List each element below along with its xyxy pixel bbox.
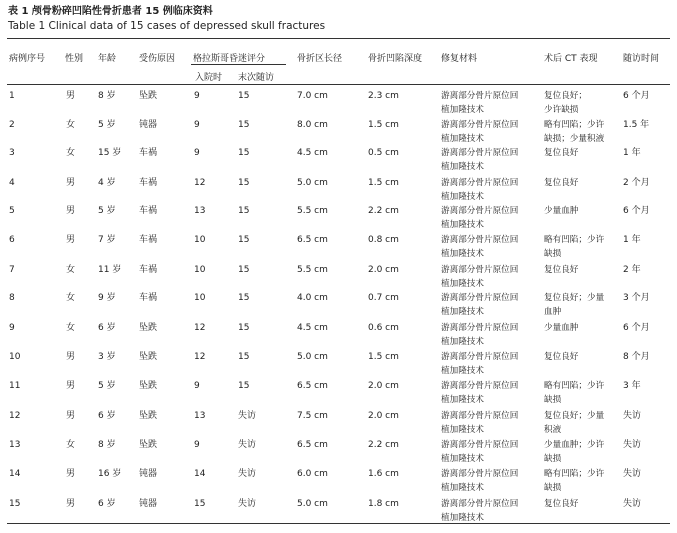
table-title-english: Table 1 Clinical data of 15 cases of depressed skull fractures xyxy=(8,20,326,32)
cell-repair-material-line: 植加隆技术 xyxy=(441,483,484,493)
cell-depression-depth: 2.0 cm xyxy=(368,381,399,391)
cell-fracture-length: 8.0 cm xyxy=(297,120,328,130)
cell-age: 3 岁 xyxy=(98,352,116,362)
cell-case-number: 2 xyxy=(9,120,15,130)
cell-followup-time: 3 年 xyxy=(623,381,641,391)
cell-case-number: 8 xyxy=(9,293,15,303)
cell-repair-material-line: 植加隆技术 xyxy=(441,105,484,115)
cell-followup-time: 失访 xyxy=(623,411,642,421)
cell-age: 4 岁 xyxy=(98,178,116,188)
cell-postop-ct-line: 复位良好；少量 xyxy=(544,411,605,421)
cell-fracture-length: 6.5 cm xyxy=(297,440,328,450)
cell-age: 11 岁 xyxy=(98,265,122,275)
cell-postop-ct-line: 少量血肿 xyxy=(544,323,579,333)
header-rule xyxy=(7,84,670,85)
cell-postop-ct-line: 复位良好 xyxy=(544,178,579,188)
cell-gcs-admission: 12 xyxy=(194,323,206,333)
cell-gcs-last-followup: 15 xyxy=(238,352,250,362)
cell-repair-material-line: 游离部分骨片原位回 xyxy=(441,323,519,333)
cell-age: 15 岁 xyxy=(98,148,122,158)
cell-depression-depth: 0.6 cm xyxy=(368,323,399,333)
cell-depression-depth: 1.8 cm xyxy=(368,499,399,509)
cell-gcs-admission: 9 xyxy=(194,381,200,391)
cell-gcs-admission: 13 xyxy=(194,206,206,216)
cell-postop-ct-line: 少许缺损 xyxy=(544,105,579,115)
cell-sex: 男 xyxy=(66,352,76,362)
cell-repair-material-line: 游离部分骨片原位回 xyxy=(441,381,519,391)
bottom-rule xyxy=(7,523,670,524)
cell-postop-ct-line: 少量血肿 xyxy=(544,206,579,216)
header-fracture-length: 骨折区长径 xyxy=(297,54,343,64)
cell-repair-material-line: 游离部分骨片原位回 xyxy=(441,440,519,450)
header-case-number: 病例序号 xyxy=(9,54,46,64)
cell-gcs-last-followup: 15 xyxy=(238,293,250,303)
cell-injury-cause: 车祸 xyxy=(139,178,158,188)
cell-sex: 男 xyxy=(66,235,76,245)
cell-gcs-last-followup: 15 xyxy=(238,323,250,333)
cell-fracture-length: 7.0 cm xyxy=(297,91,328,101)
cell-followup-time: 6 个月 xyxy=(623,206,650,216)
cell-repair-material-line: 植加隆技术 xyxy=(441,366,484,376)
cell-fracture-length: 5.5 cm xyxy=(297,206,328,216)
cell-case-number: 14 xyxy=(9,469,21,479)
header-followup-time: 随访时间 xyxy=(623,54,660,64)
cell-repair-material-line: 植加隆技术 xyxy=(441,337,484,347)
header-injury-cause: 受伤原因 xyxy=(139,54,176,64)
header-postop-ct: 术后 CT 表现 xyxy=(544,54,598,64)
cell-followup-time: 2 年 xyxy=(623,265,641,275)
cell-repair-material-line: 植加隆技术 xyxy=(441,395,484,405)
cell-postop-ct-line: 血肿 xyxy=(544,307,562,317)
cell-postop-ct-line: 缺损；少量积液 xyxy=(544,134,605,144)
cell-repair-material-line: 游离部分骨片原位回 xyxy=(441,235,519,245)
cell-postop-ct-line: 缺损 xyxy=(544,483,562,493)
cell-injury-cause: 钝器 xyxy=(139,499,158,509)
cell-gcs-admission: 12 xyxy=(194,352,206,362)
cell-age: 5 岁 xyxy=(98,206,116,216)
cell-repair-material-line: 植加隆技术 xyxy=(441,425,484,435)
cell-depression-depth: 1.5 cm xyxy=(368,178,399,188)
cell-injury-cause: 坠跌 xyxy=(139,323,158,333)
cell-fracture-length: 7.5 cm xyxy=(297,411,328,421)
cell-sex: 男 xyxy=(66,91,76,101)
cell-sex: 女 xyxy=(66,293,76,303)
cell-gcs-last-followup: 15 xyxy=(238,206,250,216)
cell-depression-depth: 0.5 cm xyxy=(368,148,399,158)
cell-injury-cause: 坠跌 xyxy=(139,91,158,101)
header-depression-depth: 骨折凹陷深度 xyxy=(368,54,423,64)
cell-gcs-admission: 13 xyxy=(194,411,206,421)
gcs-group-rule xyxy=(191,64,286,65)
cell-gcs-last-followup: 15 xyxy=(238,381,250,391)
cell-injury-cause: 坠跌 xyxy=(139,352,158,362)
cell-postop-ct-line: 略有凹陷；少许 xyxy=(544,469,605,479)
cell-repair-material-line: 植加隆技术 xyxy=(441,220,484,230)
cell-injury-cause: 坠跌 xyxy=(139,381,158,391)
cell-gcs-last-followup: 失访 xyxy=(238,469,257,479)
cell-depression-depth: 2.0 cm xyxy=(368,411,399,421)
cell-age: 9 岁 xyxy=(98,293,116,303)
cell-sex: 女 xyxy=(66,148,76,158)
cell-case-number: 4 xyxy=(9,178,15,188)
cell-gcs-admission: 10 xyxy=(194,293,206,303)
cell-sex: 男 xyxy=(66,411,76,421)
cell-gcs-last-followup: 15 xyxy=(238,235,250,245)
cell-gcs-last-followup: 15 xyxy=(238,120,250,130)
cell-sex: 女 xyxy=(66,265,76,275)
cell-sex: 男 xyxy=(66,178,76,188)
cell-case-number: 15 xyxy=(9,499,21,509)
cell-age: 6 岁 xyxy=(98,323,116,333)
cell-depression-depth: 0.7 cm xyxy=(368,293,399,303)
cell-postop-ct-line: 少量血肿；少许 xyxy=(544,440,605,450)
cell-case-number: 10 xyxy=(9,352,21,362)
cell-followup-time: 6 个月 xyxy=(623,91,650,101)
cell-gcs-admission: 9 xyxy=(194,440,200,450)
cell-sex: 男 xyxy=(66,206,76,216)
cell-postop-ct-line: 复位良好 xyxy=(544,499,579,509)
cell-gcs-admission: 9 xyxy=(194,91,200,101)
cell-repair-material-line: 游离部分骨片原位回 xyxy=(441,293,519,303)
cell-gcs-admission: 12 xyxy=(194,178,206,188)
cell-gcs-last-followup: 15 xyxy=(238,178,250,188)
cell-repair-material-line: 植加隆技术 xyxy=(441,192,484,202)
cell-repair-material-line: 植加隆技术 xyxy=(441,307,484,317)
header-gcs-admission: 入院时 xyxy=(195,73,223,83)
cell-age: 6 岁 xyxy=(98,411,116,421)
cell-repair-material-line: 游离部分骨片原位回 xyxy=(441,120,519,130)
cell-repair-material-line: 植加隆技术 xyxy=(441,513,484,523)
cell-injury-cause: 车祸 xyxy=(139,148,158,158)
cell-repair-material-line: 游离部分骨片原位回 xyxy=(441,469,519,479)
header-gcs-last-followup: 末次随访 xyxy=(238,73,275,83)
header-age: 年龄 xyxy=(98,54,117,64)
cell-followup-time: 2 个月 xyxy=(623,178,650,188)
cell-followup-time: 6 个月 xyxy=(623,323,650,333)
cell-followup-time: 1.5 年 xyxy=(623,120,650,130)
cell-case-number: 3 xyxy=(9,148,15,158)
cell-injury-cause: 钝器 xyxy=(139,120,158,130)
cell-fracture-length: 5.0 cm xyxy=(297,352,328,362)
cell-depression-depth: 2.2 cm xyxy=(368,440,399,450)
cell-sex: 男 xyxy=(66,499,76,509)
cell-followup-time: 1 年 xyxy=(623,235,641,245)
cell-fracture-length: 6.5 cm xyxy=(297,235,328,245)
cell-followup-time: 失访 xyxy=(623,440,642,450)
cell-case-number: 5 xyxy=(9,206,15,216)
cell-gcs-last-followup: 失访 xyxy=(238,411,257,421)
cell-fracture-length: 5.0 cm xyxy=(297,178,328,188)
cell-postop-ct-line: 复位良好 xyxy=(544,148,579,158)
cell-age: 5 岁 xyxy=(98,120,116,130)
cell-sex: 男 xyxy=(66,469,76,479)
cell-repair-material-line: 植加隆技术 xyxy=(441,454,484,464)
cell-followup-time: 失访 xyxy=(623,469,642,479)
cell-sex: 女 xyxy=(66,440,76,450)
cell-gcs-admission: 10 xyxy=(194,235,206,245)
cell-gcs-last-followup: 15 xyxy=(238,265,250,275)
cell-postop-ct-line: 复位良好；少量 xyxy=(544,293,605,303)
cell-followup-time: 3 个月 xyxy=(623,293,650,303)
cell-depression-depth: 1.5 cm xyxy=(368,352,399,362)
cell-sex: 女 xyxy=(66,120,76,130)
cell-depression-depth: 1.6 cm xyxy=(368,469,399,479)
cell-repair-material-line: 游离部分骨片原位回 xyxy=(441,265,519,275)
cell-case-number: 9 xyxy=(9,323,15,333)
table-title-chinese: 表 1 颅骨粉碎凹陷性骨折患者 15 例临床资料 xyxy=(8,6,213,17)
cell-postop-ct-line: 积液 xyxy=(544,425,562,435)
top-rule xyxy=(7,38,670,39)
cell-repair-material-line: 植加隆技术 xyxy=(441,279,484,289)
cell-gcs-admission: 15 xyxy=(194,499,206,509)
cell-gcs-last-followup: 失访 xyxy=(238,440,257,450)
cell-case-number: 7 xyxy=(9,265,15,275)
cell-gcs-admission: 9 xyxy=(194,148,200,158)
cell-age: 16 岁 xyxy=(98,469,122,479)
cell-sex: 女 xyxy=(66,323,76,333)
cell-injury-cause: 车祸 xyxy=(139,206,158,216)
cell-depression-depth: 1.5 cm xyxy=(368,120,399,130)
cell-age: 8 岁 xyxy=(98,91,116,101)
cell-fracture-length: 5.5 cm xyxy=(297,265,328,275)
header-gcs: 格拉斯哥昏迷评分 xyxy=(193,54,266,64)
cell-case-number: 1 xyxy=(9,91,15,101)
cell-injury-cause: 车祸 xyxy=(139,235,158,245)
cell-postop-ct-line: 复位良好； xyxy=(544,91,587,101)
cell-case-number: 13 xyxy=(9,440,21,450)
cell-age: 6 岁 xyxy=(98,499,116,509)
cell-gcs-last-followup: 15 xyxy=(238,148,250,158)
cell-injury-cause: 钝器 xyxy=(139,469,158,479)
cell-case-number: 12 xyxy=(9,411,21,421)
cell-gcs-admission: 10 xyxy=(194,265,206,275)
cell-repair-material-line: 游离部分骨片原位回 xyxy=(441,499,519,509)
cell-repair-material-line: 植加隆技术 xyxy=(441,134,484,144)
cell-injury-cause: 坠跌 xyxy=(139,411,158,421)
cell-age: 7 岁 xyxy=(98,235,116,245)
cell-postop-ct-line: 略有凹陷；少许 xyxy=(544,381,605,391)
cell-followup-time: 失访 xyxy=(623,499,642,509)
cell-fracture-length: 4.5 cm xyxy=(297,323,328,333)
cell-postop-ct-line: 缺损 xyxy=(544,249,562,259)
cell-repair-material-line: 游离部分骨片原位回 xyxy=(441,352,519,362)
cell-sex: 男 xyxy=(66,381,76,391)
cell-repair-material-line: 游离部分骨片原位回 xyxy=(441,411,519,421)
cell-fracture-length: 6.0 cm xyxy=(297,469,328,479)
cell-fracture-length: 4.5 cm xyxy=(297,148,328,158)
cell-age: 5 岁 xyxy=(98,381,116,391)
cell-depression-depth: 2.3 cm xyxy=(368,91,399,101)
header-repair-material: 修复材料 xyxy=(441,54,478,64)
cell-case-number: 11 xyxy=(9,381,21,391)
header-sex: 性别 xyxy=(65,54,84,64)
cell-followup-time: 8 个月 xyxy=(623,352,650,362)
cell-injury-cause: 坠跌 xyxy=(139,440,158,450)
cell-postop-ct-line: 略有凹陷；少许 xyxy=(544,235,605,245)
cell-depression-depth: 2.0 cm xyxy=(368,265,399,275)
cell-fracture-length: 4.0 cm xyxy=(297,293,328,303)
cell-repair-material-line: 植加隆技术 xyxy=(441,162,484,172)
cell-postop-ct-line: 复位良好 xyxy=(544,352,579,362)
cell-followup-time: 1 年 xyxy=(623,148,641,158)
cell-postop-ct-line: 略有凹陷；少许 xyxy=(544,120,605,130)
cell-repair-material-line: 植加隆技术 xyxy=(441,249,484,259)
cell-depression-depth: 0.8 cm xyxy=(368,235,399,245)
cell-postop-ct-line: 缺损 xyxy=(544,454,562,464)
cell-gcs-last-followup: 15 xyxy=(238,91,250,101)
cell-gcs-admission: 14 xyxy=(194,469,206,479)
cell-depression-depth: 2.2 cm xyxy=(368,206,399,216)
cell-postop-ct-line: 复位良好 xyxy=(544,265,579,275)
cell-repair-material-line: 游离部分骨片原位回 xyxy=(441,178,519,188)
cell-repair-material-line: 游离部分骨片原位回 xyxy=(441,91,519,101)
cell-gcs-admission: 9 xyxy=(194,120,200,130)
cell-age: 8 岁 xyxy=(98,440,116,450)
cell-repair-material-line: 游离部分骨片原位回 xyxy=(441,148,519,158)
cell-fracture-length: 6.5 cm xyxy=(297,381,328,391)
cell-injury-cause: 车祸 xyxy=(139,293,158,303)
cell-repair-material-line: 游离部分骨片原位回 xyxy=(441,206,519,216)
cell-gcs-last-followup: 失访 xyxy=(238,499,257,509)
cell-fracture-length: 5.0 cm xyxy=(297,499,328,509)
cell-injury-cause: 车祸 xyxy=(139,265,158,275)
cell-case-number: 6 xyxy=(9,235,15,245)
cell-postop-ct-line: 缺损 xyxy=(544,395,562,405)
